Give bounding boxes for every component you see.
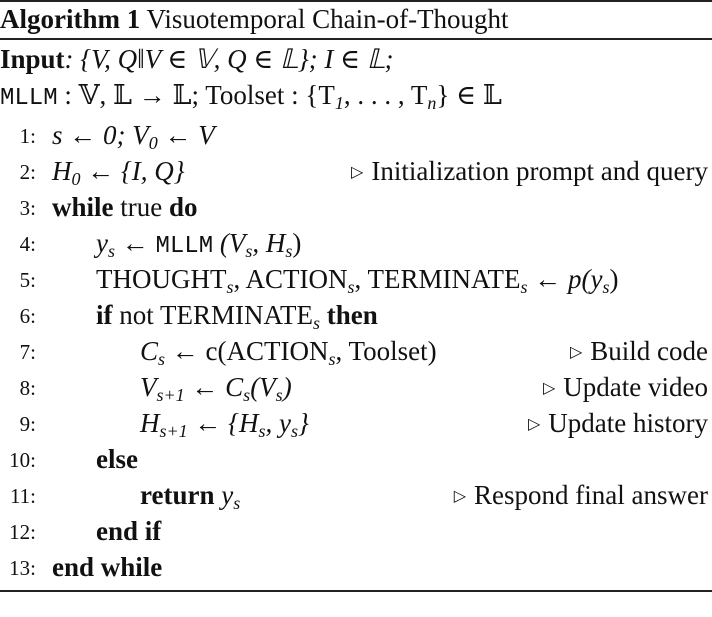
line-code: return $y_s$ bbox=[140, 480, 241, 513]
line-code: s ← 0; $V_0$ ← V bbox=[52, 120, 215, 153]
toolset-end: } ∈ 𝕃 bbox=[436, 80, 502, 110]
comment-triangle-icon: ▷ bbox=[569, 344, 583, 361]
line-code: $C_s$ ← $c(ACTION_s$, Toolset) bbox=[140, 336, 437, 369]
line-code: end while bbox=[52, 552, 163, 582]
line-code: else bbox=[96, 444, 138, 474]
line-comment: ▷ Update video bbox=[542, 372, 708, 402]
line-code: $H_{s+1}$ ← {$H_s$, $y_s$} bbox=[140, 408, 309, 441]
line-number: 10: bbox=[9, 448, 36, 472]
line-number: 7: bbox=[19, 340, 36, 364]
line-number: 6: bbox=[19, 304, 36, 328]
header-rule bbox=[0, 38, 712, 40]
line-number: 8: bbox=[19, 376, 36, 400]
line-number: 3: bbox=[19, 196, 36, 220]
line-code: while true do bbox=[52, 192, 198, 222]
input-line bbox=[0, 42, 394, 76]
line-comment: ▷ Build code bbox=[569, 336, 708, 366]
line-code: $THOUGHT_s$, $ACTION_s$, $TERMINATE_s$ ← $p(y_s)$ bbox=[96, 264, 619, 297]
bottom-rule bbox=[0, 590, 712, 592]
line-number: 4: bbox=[19, 232, 36, 256]
mllm-key: MLLM bbox=[0, 85, 58, 112]
line-comment: ▷ Respond final answer bbox=[453, 480, 708, 510]
mllm-line bbox=[0, 78, 502, 120]
algorithm-header bbox=[0, 2, 509, 36]
comment-triangle-icon: ▷ bbox=[542, 380, 556, 397]
line-comment: ▷ Initialization prompt and query bbox=[351, 156, 708, 186]
line-code: $V_{s+1}$ ← $C_s(V_s)$ bbox=[140, 372, 292, 405]
line-number: 1: bbox=[19, 124, 36, 148]
line-comment: ▷ Update history bbox=[527, 408, 708, 438]
subscript-1: 1 bbox=[334, 93, 344, 113]
line-code: if not $TERMINATE_s$ then bbox=[96, 300, 378, 333]
toolset-tail: , . . . , T bbox=[343, 80, 428, 110]
comment-triangle-icon: ▷ bbox=[351, 164, 364, 181]
line-number: 12: bbox=[9, 520, 36, 544]
line-code: $y_s$ ← MLLM ($V_s$, $H_s$) bbox=[96, 228, 302, 261]
mllm-value: : 𝕍, 𝕃 → 𝕃; Toolset : {T bbox=[57, 80, 335, 110]
input-key: Input bbox=[0, 44, 65, 74]
line-code: end if bbox=[96, 516, 162, 546]
line-number: 11: bbox=[9, 484, 36, 508]
line-number: 5: bbox=[19, 268, 36, 292]
line-number: 9: bbox=[19, 412, 36, 436]
algorithm-label: Algorithm 1 bbox=[0, 4, 141, 34]
comment-triangle-icon: ▷ bbox=[527, 416, 541, 433]
subscript-n: n bbox=[427, 93, 437, 113]
algorithm-title: Visuotemporal Chain-of-Thought bbox=[146, 4, 509, 34]
line-code: $H_0$ ← {I, Q} bbox=[52, 156, 185, 189]
input-value: : {V, Q‖V ∈ 𝕍, Q ∈ 𝕃}; I ∈ 𝕃; bbox=[64, 44, 394, 74]
line-number: 2: bbox=[19, 160, 36, 184]
comment-triangle-icon: ▷ bbox=[453, 488, 467, 505]
line-number: 13: bbox=[9, 556, 36, 580]
